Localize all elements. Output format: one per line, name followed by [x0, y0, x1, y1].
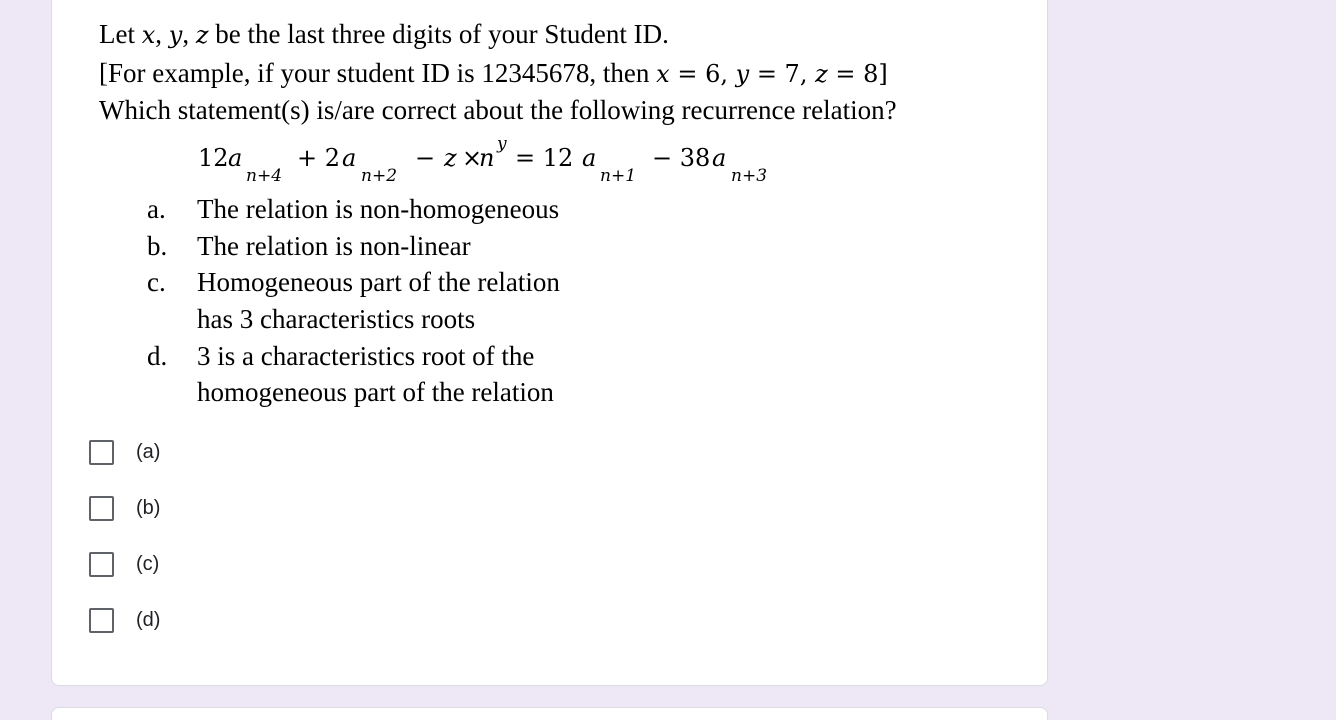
option-d-text-line-2: homogeneous part of the relation — [197, 377, 554, 407]
option-b-text: The relation is non-linear — [197, 231, 471, 261]
checkbox-icon[interactable] — [89, 440, 114, 465]
checkbox-label[interactable]: (b) — [136, 496, 161, 519]
option-d-text-line-1: 3 is a characteristics root of the — [197, 341, 535, 371]
option-a-text: The relation is non-homogeneous — [197, 194, 560, 224]
checkbox-label[interactable]: (a) — [136, 440, 161, 463]
option-c-text-line-1: Homogeneous part of the relation — [197, 267, 560, 297]
checkbox-option-c[interactable] — [89, 549, 159, 579]
checkbox-icon[interactable] — [89, 496, 114, 521]
checkbox-option-a[interactable] — [89, 437, 160, 467]
checkbox-icon[interactable] — [89, 608, 114, 633]
checkbox-option-b[interactable] — [89, 493, 160, 523]
checkbox-label[interactable]: (d) — [136, 608, 161, 631]
option-c-letter: c. — [147, 267, 166, 297]
question-line-2: [For example, if your student ID is 12345678, then x = 6, y = 7, z = 8] — [99, 58, 888, 88]
option-a-letter: a. — [147, 194, 166, 224]
checkbox-option-d[interactable] — [89, 605, 160, 635]
question-line-3: Which statement(s) is/are correct about the following recurrence relation? — [99, 95, 897, 125]
option-c-text-line-2: has 3 characteristics roots — [197, 304, 476, 334]
option-d-letter: d. — [147, 341, 168, 371]
question-line-1: Let x, y, z be the last three digits of your Student ID. — [99, 19, 669, 49]
next-question-card — [51, 707, 1048, 720]
checkbox-label[interactable]: (c) — [136, 552, 160, 575]
option-b-letter: b. — [147, 231, 168, 261]
recurrence-equation: 12 a n+4 + 2 a n+2 − z × n y = 12 a n+1 − 38 a n+3 — [198, 134, 768, 186]
checkbox-icon[interactable] — [89, 552, 114, 577]
